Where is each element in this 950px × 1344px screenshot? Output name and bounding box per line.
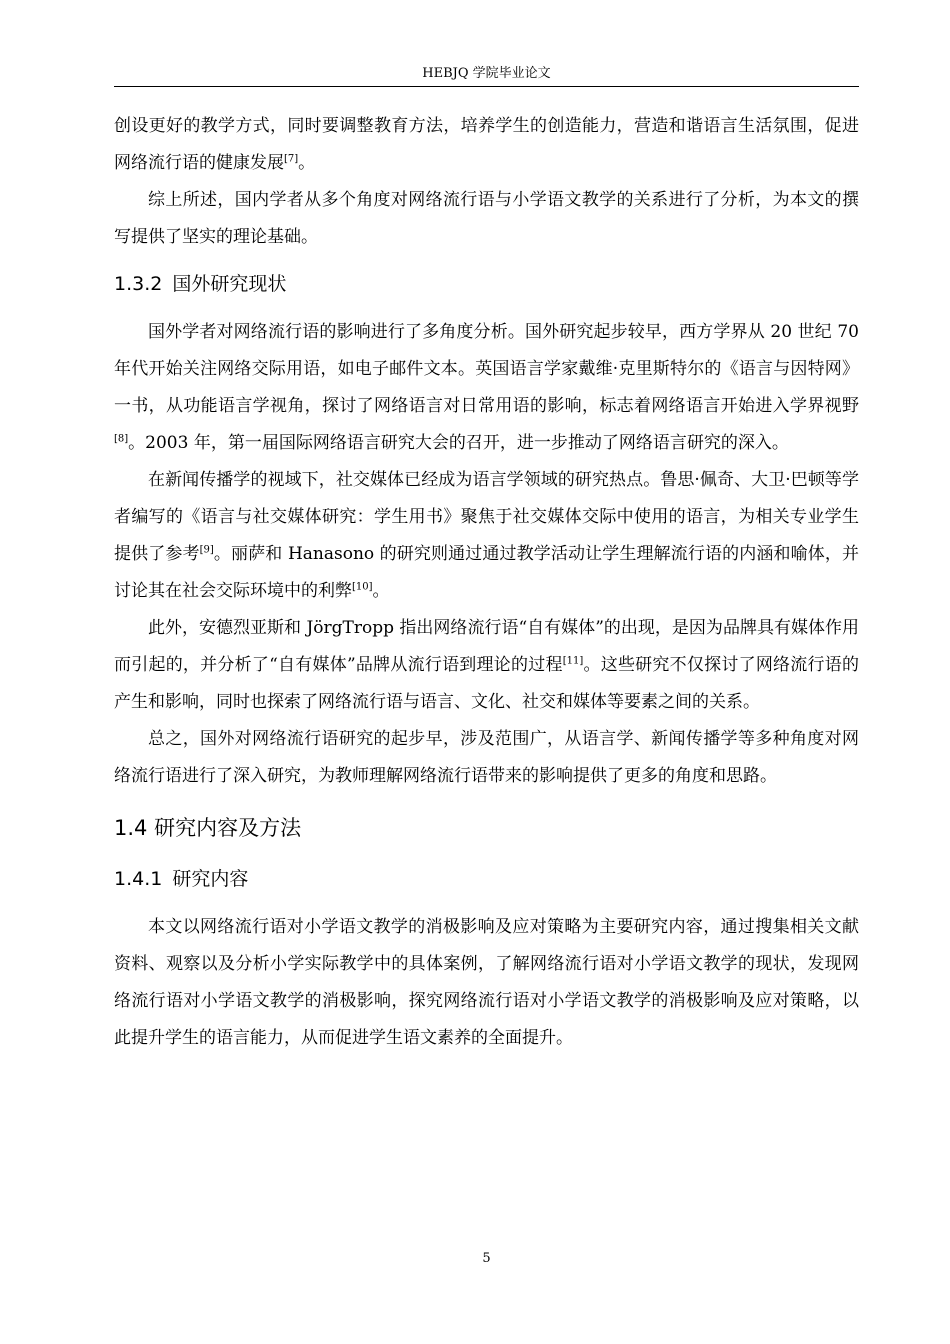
heading-1-3-2: 1.3.2 国外研究现状 bbox=[114, 273, 287, 295]
citation-9: [9] bbox=[199, 544, 214, 556]
citation-10: [10] bbox=[352, 581, 373, 593]
page-number: 5 bbox=[482, 1251, 491, 1266]
header-divider bbox=[114, 86, 859, 87]
page-header: HEBJQ 学院毕业论文 bbox=[422, 66, 551, 81]
citation-8: [8] bbox=[114, 433, 129, 445]
paragraph-5: 此外，安德烈亚斯和 JörgTropp 指出网络流行语“自有媒体”的出现，是因为品牌具有媒体作用而引起的，并分析了“自有媒体”品牌从流行语到理论的过程[11]。这些研究不仅探讨了网络流行语的产生和影响，同时也探索了网络流行语与语言、文化、社交和媒体等要素之间的关系。 bbox=[114, 618, 859, 712]
paragraph-6: 总之，国外对网络流行语研究的起步早，涉及范围广，从语言学、新闻传播学等多种角度对网络流行语进行了深入研究，为教师理解网络流行语带来的影响提供了更多的角度和思路。 bbox=[114, 729, 859, 786]
paragraph-3: 国外学者对网络流行语的影响进行了多角度分析。国外研究起步较早，西方学界从 20 世纪 70 年代开始关注网络交际用语，如电子邮件文本。英国语言学家戴维·克里斯特尔的《语言与因特网》一书，从功能语言学视角，探讨了网络语言对日常用语的影响，标志着网络语言开始进入学界视野[8]。2003 年，第一届国际网络语言研究大会的召开，进一步推动了网络语言研究的深入。 bbox=[114, 322, 859, 453]
citation-11: [11] bbox=[562, 655, 584, 667]
paragraph-7: 本文以网络流行语对小学语文教学的消极影响及应对策略为主要研究内容，通过搜集相关文献资料、观察以及分析小学实际教学中的具体案例，了解网络流行语对小学语文教学的现状，发现网络流行语对小学语文教学的消极影响，探究网络流行语对小学语文教学的消极影响及应对策略，以此提升学生的语言能力，从而促进学生语文素养的全面提升。 bbox=[114, 917, 859, 1048]
citation-7: [7] bbox=[284, 153, 299, 165]
heading-1-4: 1.4 研究内容及方法 bbox=[114, 816, 302, 840]
paragraph-2: 综上所述，国内学者从多个角度对网络流行语与小学语文教学的关系进行了分析，为本文的撰写提供了坚实的理论基础。 bbox=[114, 190, 859, 247]
paragraph-1: 创设更好的教学方式，同时要调整教育方法，培养学生的创造能力，营造和谐语言生活氛围，促进网络流行语的健康发展[7]。 bbox=[114, 116, 859, 173]
page-body bbox=[114, 108, 859, 1057]
paragraph-4: 在新闻传播学的视域下，社交媒体已经成为语言学领域的研究热点。鲁思·佩奇、大卫·巴顿等学者编写的《语言与社交媒体研究：学生用书》聚焦于社交媒体交际中使用的语言，为相关专业学生提供了参考[9]。丽萨和 Hanasono 的研究则通过通过教学活动让学生理解流行语的内涵和喻体，并讨论其在社会交际环境中的利弊[10]。 bbox=[114, 470, 859, 601]
heading-1-4-1: 1.4.1 研究内容 bbox=[114, 868, 249, 890]
